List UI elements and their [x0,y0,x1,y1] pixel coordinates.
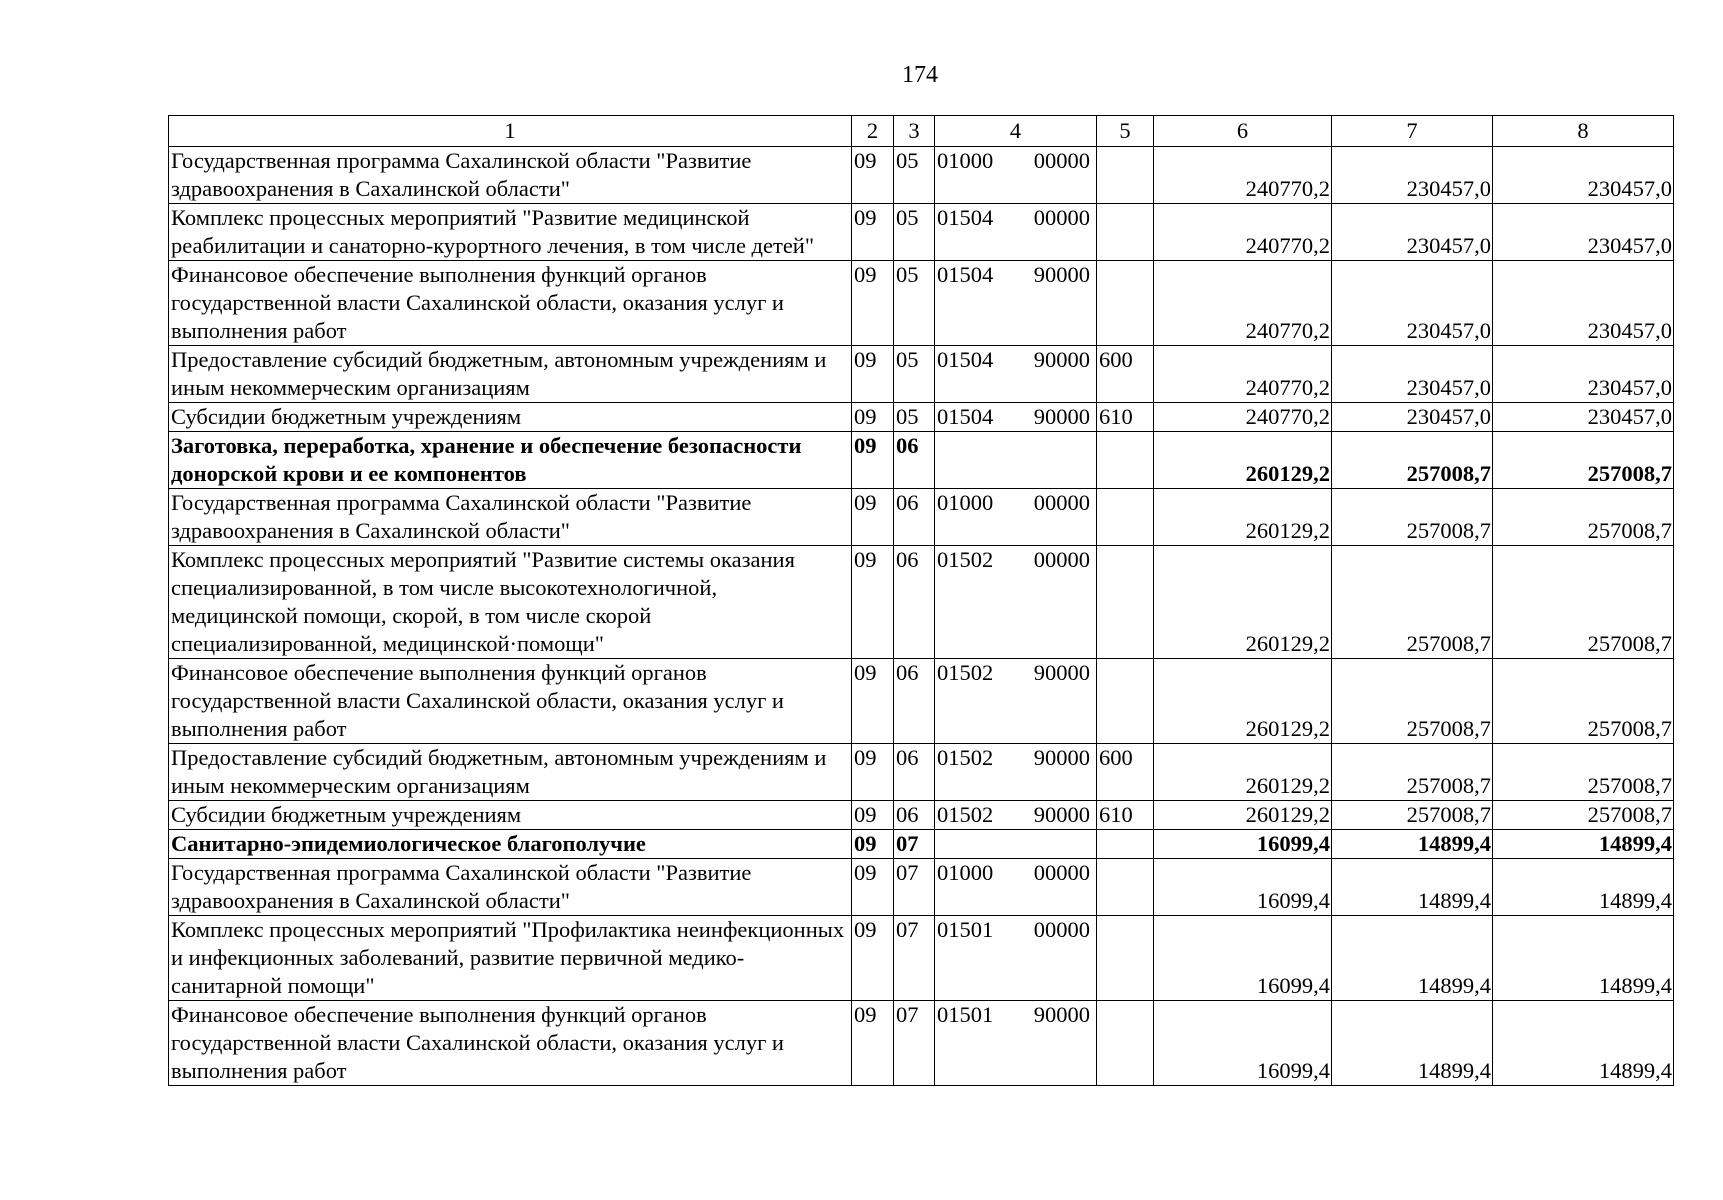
expense-type-cell [1097,659,1154,744]
table-row [169,801,1674,830]
row-name-cell: Финансовое обеспечение выполнения функций органов государственной власти Сахалинской области, оказания услуг и выполнения работ [169,261,852,346]
target-article-cell [935,489,1097,546]
amount-cell-8: 230457,0 [1493,403,1674,432]
table-header-row [169,116,1674,147]
amount-cell-7: 257008,7 [1332,546,1493,659]
direction-code: 00000 [1033,148,1090,173]
row-name-cell: Комплекс процессных мероприятий "Развитие медицинской реабилитации и санаторно-курортного лечения, в том числе детей" [169,204,852,261]
column-header: 1 [169,116,852,147]
section-code-cell: 09 [852,1001,894,1086]
amount-cell-6: 16099,4 [1154,916,1332,1001]
column-header: 5 [1097,116,1154,147]
direction-code: 90000 [1033,745,1090,770]
amount-cell-6: 260129,2 [1154,801,1332,830]
expense-type-cell [1097,147,1154,204]
section-code-cell: 09 [852,204,894,261]
direction-code: 90000 [1033,404,1090,429]
row-name-cell: Финансовое обеспечение выполнения функций органов государственной власти Сахалинской области, оказания услуг и выполнения работ [169,659,852,744]
column-header: 2 [852,116,894,147]
program-code: 01000 [937,860,994,885]
direction-code: 90000 [1033,347,1090,372]
section-code-cell: 09 [852,801,894,830]
section-code-cell: 09 [852,830,894,859]
program-code: 01504 [937,262,994,287]
page-number: 174 [902,62,938,88]
target-article-cell [935,916,1097,1001]
program-code: 01501 [937,1002,994,1027]
subsection-code-cell: 07 [894,1001,935,1086]
program-code: 01501 [937,917,994,942]
amount-cell-8: 230457,0 [1493,261,1674,346]
amount-cell-6: 260129,2 [1154,546,1332,659]
program-code: 01504 [937,347,994,372]
section-code-cell: 09 [852,659,894,744]
row-name-cell: Предоставление субсидий бюджетным, автономным учреждениям и иным некоммерческим организациям [169,346,852,403]
column-header: 4 [935,116,1097,147]
budget-table [168,115,1674,1086]
subsection-code-cell: 05 [894,204,935,261]
amount-cell-8: 230457,0 [1493,147,1674,204]
amount-cell-7: 230457,0 [1332,261,1493,346]
target-article-cell [935,859,1097,916]
expense-type-cell [1097,546,1154,659]
expense-type-cell [1097,204,1154,261]
subsection-code-cell: 06 [894,744,935,801]
program-code: 01504 [937,205,994,230]
amount-cell-6: 240770,2 [1154,346,1332,403]
row-name-cell: Государственная программа Сахалинской области "Развитие здравоохранения в Сахалинской области" [169,859,852,916]
table-row [169,261,1674,346]
program-code: 01000 [937,490,994,515]
expense-type-cell [1097,830,1154,859]
subsection-code-cell: 05 [894,346,935,403]
section-code-cell: 09 [852,916,894,1001]
amount-cell-7: 230457,0 [1332,403,1493,432]
expense-type-cell: 610 [1097,403,1154,432]
program-code: 01504 [937,404,994,429]
section-code-cell: 09 [852,744,894,801]
table-row [169,403,1674,432]
expense-type-cell [1097,1001,1154,1086]
amount-cell-8: 257008,7 [1493,432,1674,489]
column-header: 6 [1154,116,1332,147]
amount-cell-7: 257008,7 [1332,489,1493,546]
row-name-cell: Санитарно-эпидемиологическое благополучие [169,830,852,859]
table-row [169,147,1674,204]
amount-cell-8: 14899,4 [1493,830,1674,859]
subsection-code-cell: 06 [894,546,935,659]
subsection-code-cell: 07 [894,830,935,859]
section-code-cell: 09 [852,147,894,204]
target-article-cell [935,147,1097,204]
section-code-cell: 09 [852,403,894,432]
amount-cell-6: 240770,2 [1154,261,1332,346]
expense-type-cell [1097,859,1154,916]
amount-cell-6: 16099,4 [1154,830,1332,859]
row-name-cell: Комплекс процессных мероприятий "Профилактика неинфекционных и инфекционных заболеваний, развитие первичной медико-санитарной помощи" [169,916,852,1001]
amount-cell-7: 14899,4 [1332,830,1493,859]
expense-type-cell [1097,432,1154,489]
amount-cell-7: 257008,7 [1332,659,1493,744]
table-row [169,432,1674,489]
column-header: 3 [894,116,935,147]
expense-type-cell [1097,916,1154,1001]
expense-type-cell: 600 [1097,346,1154,403]
subsection-code-cell: 06 [894,659,935,744]
subsection-code-cell: 07 [894,916,935,1001]
amount-cell-8: 230457,0 [1493,204,1674,261]
expense-type-cell: 600 [1097,744,1154,801]
table-row [169,859,1674,916]
amount-cell-8: 257008,7 [1493,546,1674,659]
direction-code: 00000 [1033,860,1090,885]
table-row [169,489,1674,546]
program-code: 01502 [937,745,994,770]
section-code-cell: 09 [852,546,894,659]
target-article-cell [935,830,1097,859]
column-header: 8 [1493,116,1674,147]
direction-code: 00000 [1033,547,1090,572]
amount-cell-6: 240770,2 [1154,147,1332,204]
section-code-cell: 09 [852,489,894,546]
direction-code: 00000 [1033,917,1090,942]
section-code-cell: 09 [852,859,894,916]
amount-cell-6: 240770,2 [1154,403,1332,432]
amount-cell-7: 14899,4 [1332,1001,1493,1086]
expense-type-cell [1097,261,1154,346]
section-code-cell: 09 [852,346,894,403]
row-name-cell: Заготовка, переработка, хранение и обеспечение безопасности донорской крови и ее компонентов [169,432,852,489]
direction-code: 90000 [1033,660,1090,685]
section-code-cell: 09 [852,432,894,489]
table-row [169,546,1674,659]
subsection-code-cell: 07 [894,859,935,916]
target-article-cell [935,432,1097,489]
expense-type-cell: 610 [1097,801,1154,830]
row-name-cell: Субсидии бюджетным учреждениям [169,403,852,432]
direction-code: 90000 [1033,262,1090,287]
program-code: 01000 [937,148,994,173]
amount-cell-8: 257008,7 [1493,659,1674,744]
amount-cell-7: 257008,7 [1332,744,1493,801]
table-row [169,204,1674,261]
row-name-cell: Финансовое обеспечение выполнения функций органов государственной власти Сахалинской области, оказания услуг и выполнения работ [169,1001,852,1086]
table-row [169,744,1674,801]
amount-cell-6: 240770,2 [1154,204,1332,261]
amount-cell-8: 14899,4 [1493,859,1674,916]
row-name-cell: Государственная программа Сахалинской области "Развитие здравоохранения в Сахалинской области" [169,489,852,546]
direction-code: 90000 [1033,802,1090,827]
target-article-cell [935,1001,1097,1086]
subsection-code-cell: 05 [894,403,935,432]
table-row [169,916,1674,1001]
target-article-cell [935,659,1097,744]
column-header: 7 [1332,116,1493,147]
program-code: 01502 [937,547,994,572]
row-name-cell: Государственная программа Сахалинской области "Развитие здравоохранения в Сахалинской области" [169,147,852,204]
subsection-code-cell: 06 [894,489,935,546]
target-article-cell [935,346,1097,403]
subsection-code-cell: 05 [894,261,935,346]
amount-cell-6: 260129,2 [1154,489,1332,546]
amount-cell-6: 260129,2 [1154,744,1332,801]
target-article-cell [935,261,1097,346]
table-row [169,346,1674,403]
table-row [169,830,1674,859]
subsection-code-cell: 06 [894,801,935,830]
amount-cell-7: 257008,7 [1332,801,1493,830]
amount-cell-6: 16099,4 [1154,1001,1332,1086]
amount-cell-8: 257008,7 [1493,801,1674,830]
subsection-code-cell: 05 [894,147,935,204]
program-code: 01502 [937,660,994,685]
amount-cell-8: 14899,4 [1493,1001,1674,1086]
amount-cell-7: 14899,4 [1332,859,1493,916]
amount-cell-7: 230457,0 [1332,147,1493,204]
table-row [169,1001,1674,1086]
amount-cell-8: 14899,4 [1493,916,1674,1001]
direction-code: 00000 [1033,490,1090,515]
target-article-cell [935,546,1097,659]
amount-cell-8: 257008,7 [1493,489,1674,546]
amount-cell-6: 260129,2 [1154,659,1332,744]
amount-cell-7: 230457,0 [1332,204,1493,261]
row-name-cell: Комплекс процессных мероприятий "Развитие системы оказания специализированной, в том числе высокотехнологичной, медицинской помощи, скорой, в том числе скорой специализированной, медицинской·помощи" [169,546,852,659]
row-name-cell: Предоставление субсидий бюджетным, автономным учреждениям и иным некоммерческим организациям [169,744,852,801]
program-code: 01502 [937,802,994,827]
subsection-code-cell: 06 [894,432,935,489]
amount-cell-7: 230457,0 [1332,346,1493,403]
amount-cell-8: 257008,7 [1493,744,1674,801]
amount-cell-7: 257008,7 [1332,432,1493,489]
amount-cell-6: 260129,2 [1154,432,1332,489]
section-code-cell: 09 [852,261,894,346]
target-article-cell [935,403,1097,432]
amount-cell-6: 16099,4 [1154,859,1332,916]
target-article-cell [935,744,1097,801]
amount-cell-7: 14899,4 [1332,916,1493,1001]
target-article-cell [935,204,1097,261]
direction-code: 00000 [1033,205,1090,230]
target-article-cell [935,801,1097,830]
expense-type-cell [1097,489,1154,546]
table-row [169,659,1674,744]
direction-code: 90000 [1033,1002,1090,1027]
row-name-cell: Субсидии бюджетным учреждениям [169,801,852,830]
amount-cell-8: 230457,0 [1493,346,1674,403]
